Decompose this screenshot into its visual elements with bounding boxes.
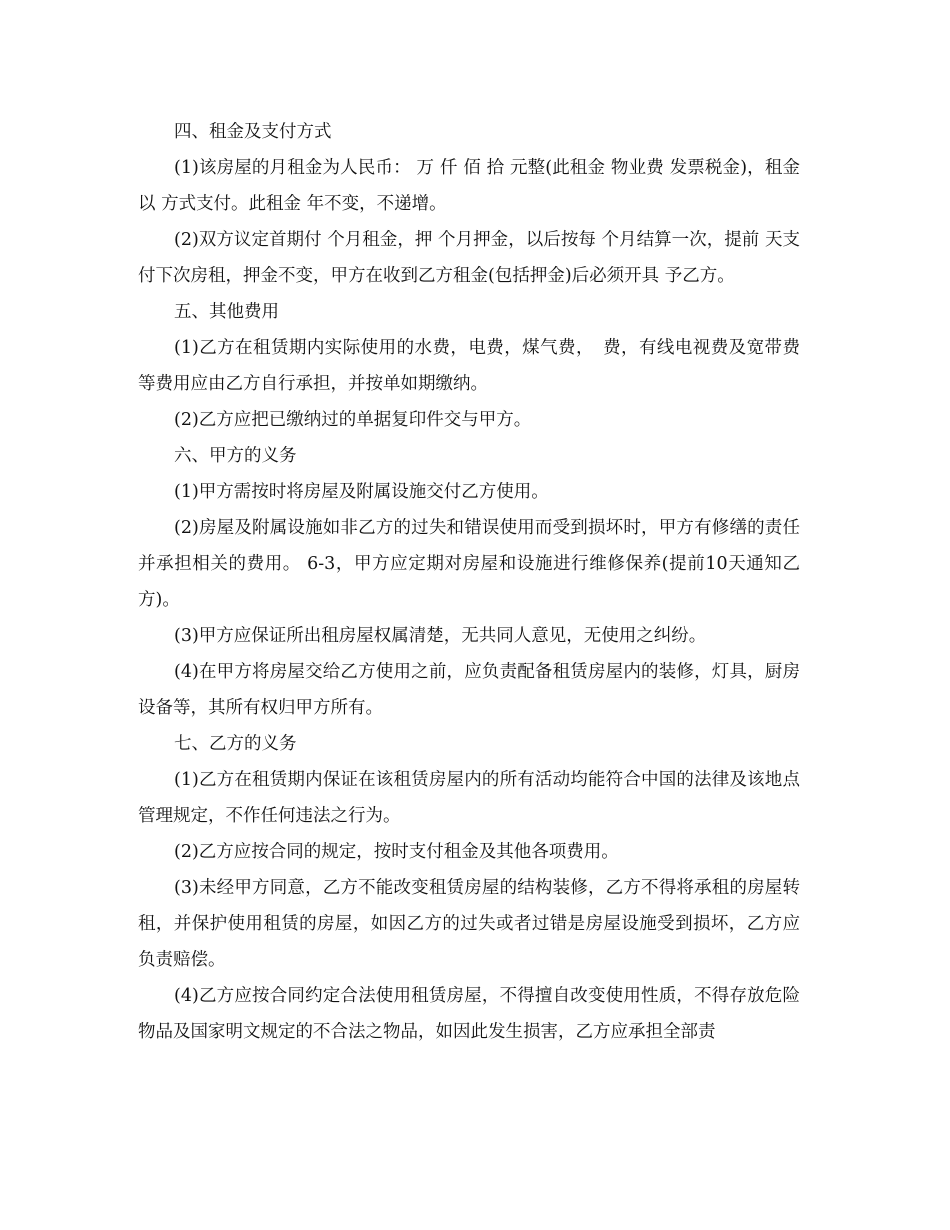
paragraph-party-b-duty-1: (1)乙方在租赁期内保证在该租赁房屋内的所有活动均能符合中国的法律及该地点管理规定，不作任何违法之行为。 <box>138 770 800 826</box>
paragraph-party-a-duty-3: (3)甲方应保证所出租房屋权属清楚，无共同人意见，无使用之纠纷。 <box>174 626 707 646</box>
document-body <box>138 114 800 1050</box>
paragraph-party-b-duty-3: (3)未经甲方同意，乙方不能改变租赁房屋的结构装修，乙方不得将承租的房屋转租，并保护使用租赁的房屋，如因乙方的过失或者过错是房屋设施受到损坏，乙方应负责赔偿。 <box>138 878 800 970</box>
paragraph-party-a-duty-2: (2)房屋及附属设施如非乙方的过失和错误使用而受到损坏时，甲方有修缮的责任并承担相关的费用。 6-3，甲方应定期对房屋和设施进行维修保养(提前10天通知乙方)。 <box>138 518 800 610</box>
paragraph-utility-fees: (1)乙方在租赁期内实际使用的水费，电费，煤气费， 费，有线电视费及宽带费等费用应由乙方自行承担，并按单如期缴纳。 <box>138 338 800 394</box>
paragraph-rent-payment: (2)双方议定首期付 个月租金，押 个月押金，以后按每 个月结算一次，提前 天支付下次房租，押金不变，甲方在收到乙方租金(包括押金)后必须开具 予乙方。 <box>138 230 800 286</box>
section-heading-party-b-duties: 七、乙方的义务 <box>174 734 297 754</box>
paragraph-receipt-copies: (2)乙方应把已缴纳过的单据复印件交与甲方。 <box>174 410 532 430</box>
paragraph-party-a-duty-1: (1)甲方需按时将房屋及附属设施交付乙方使用。 <box>174 482 549 502</box>
paragraph-party-b-duty-4: (4)乙方应按合同约定合法使用租赁房屋，不得擅自改变使用性质，不得存放危险物品及国家明文规定的不合法之物品，如因此发生损害，乙方应承担全部责 <box>138 986 800 1042</box>
section-heading-rent: 四、租金及支付方式 <box>174 122 332 142</box>
paragraph-rent-amount: (1)该房屋的月租金为人民币： 万 仟 佰 拾 元整(此租金 物业费 发票税金)，租金以 方式支付。此租金 年不变，不递增。 <box>138 158 800 214</box>
paragraph-party-a-duty-4: (4)在甲方将房屋交给乙方使用之前，应负责配备租赁房屋内的装修，灯具，厨房设备等，其所有权归甲方所有。 <box>138 662 800 718</box>
section-heading-other-fees: 五、其他费用 <box>174 302 279 322</box>
section-heading-party-a-duties: 六、甲方的义务 <box>174 446 297 466</box>
paragraph-party-b-duty-2: (2)乙方应按合同的规定，按时支付租金及其他各项费用。 <box>174 842 619 862</box>
